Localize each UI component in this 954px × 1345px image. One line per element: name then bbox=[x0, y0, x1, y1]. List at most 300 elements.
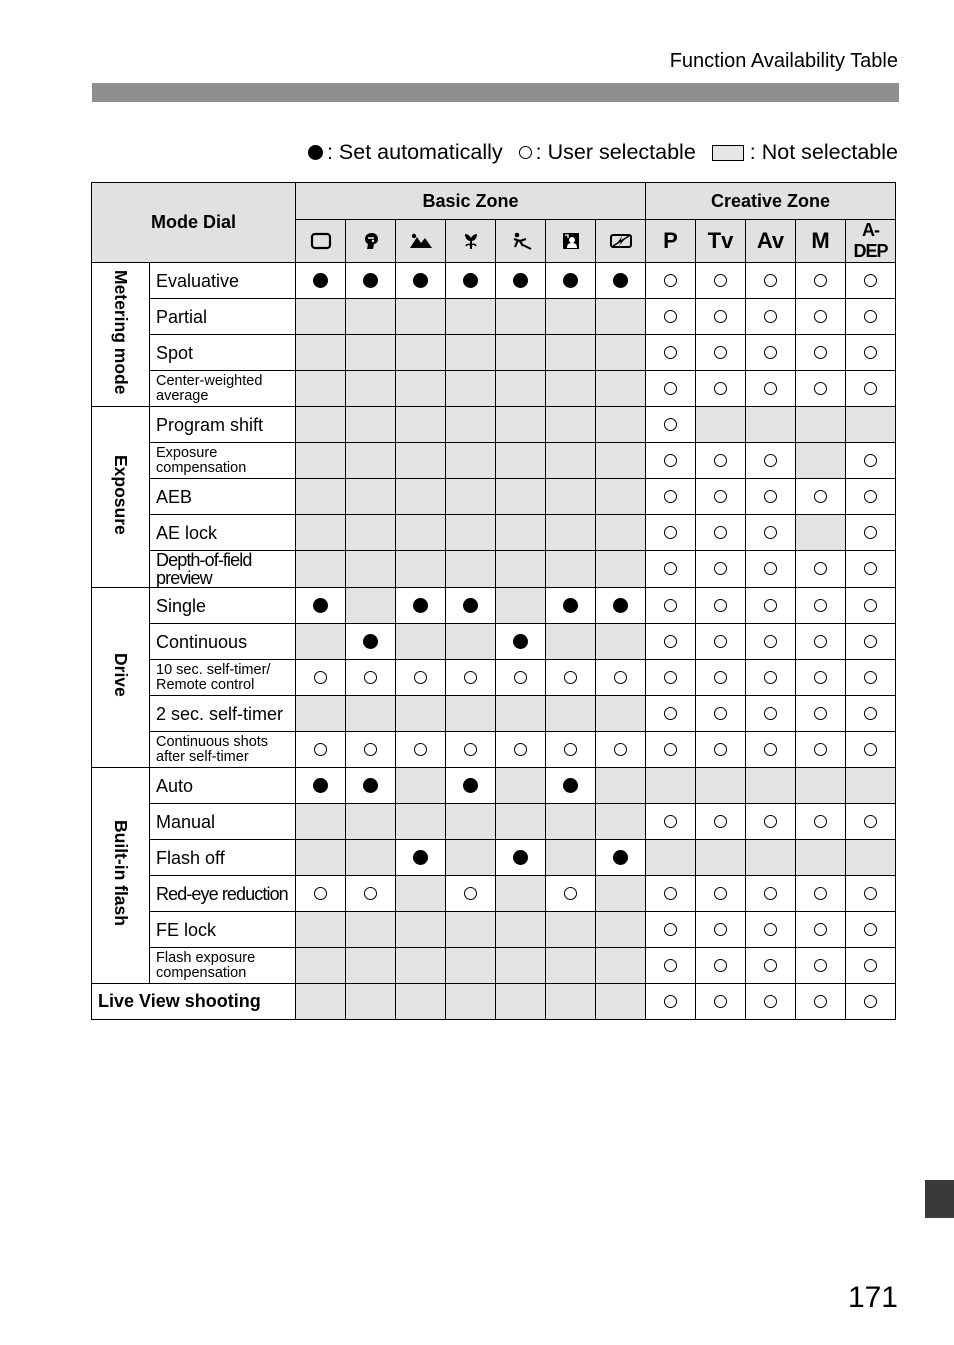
table-row bbox=[92, 588, 896, 624]
cell-not-selectable bbox=[546, 515, 596, 551]
cell-not-selectable bbox=[446, 840, 496, 876]
cell-not-selectable bbox=[296, 624, 346, 660]
cell-not-selectable bbox=[396, 912, 446, 948]
cell-user-selectable bbox=[846, 588, 896, 624]
open-circle-icon bbox=[864, 599, 877, 612]
cell-user-selectable bbox=[696, 335, 746, 371]
open-circle-icon bbox=[714, 815, 727, 828]
cell-user-selectable bbox=[446, 660, 496, 696]
creative-mode-label: A-DEP bbox=[853, 220, 888, 261]
cell-user-selectable bbox=[646, 660, 696, 696]
cell-not-selectable bbox=[296, 371, 346, 407]
cell-user-selectable bbox=[646, 443, 696, 479]
open-circle-icon bbox=[564, 887, 577, 900]
cell-set-automatically bbox=[296, 263, 346, 299]
table-row bbox=[92, 696, 896, 732]
filled-circle-icon bbox=[413, 273, 428, 288]
cell-user-selectable bbox=[546, 732, 596, 768]
cell-not-selectable bbox=[846, 840, 896, 876]
open-circle-icon bbox=[764, 815, 777, 828]
filled-circle-icon bbox=[613, 273, 628, 288]
cell-not-selectable bbox=[546, 696, 596, 732]
open-circle-icon bbox=[364, 671, 377, 684]
cell-not-selectable bbox=[346, 551, 396, 588]
cell-not-selectable bbox=[446, 984, 496, 1020]
cell-user-selectable bbox=[746, 660, 796, 696]
cell-not-selectable bbox=[596, 876, 646, 912]
cell-set-automatically bbox=[296, 768, 346, 804]
cell-not-selectable bbox=[496, 299, 546, 335]
cell-user-selectable bbox=[796, 912, 846, 948]
open-circle-icon bbox=[814, 310, 827, 323]
cell-not-selectable bbox=[596, 443, 646, 479]
cell-user-selectable bbox=[396, 732, 446, 768]
cell-not-selectable bbox=[546, 912, 596, 948]
open-circle-icon bbox=[714, 707, 727, 720]
cell-not-selectable bbox=[596, 948, 646, 984]
legend-none-text: : Not selectable bbox=[749, 140, 898, 164]
filled-circle-icon bbox=[463, 273, 478, 288]
cell-not-selectable bbox=[646, 840, 696, 876]
basic-mode-portrait-icon bbox=[346, 220, 396, 263]
cell-user-selectable bbox=[546, 876, 596, 912]
open-circle-icon bbox=[764, 562, 777, 575]
table-row bbox=[92, 551, 896, 588]
open-circle-icon bbox=[664, 526, 677, 539]
group-label: Drive bbox=[111, 653, 131, 697]
cell-not-selectable bbox=[296, 551, 346, 588]
table-row bbox=[92, 984, 896, 1020]
cell-set-automatically bbox=[446, 263, 496, 299]
cell-user-selectable bbox=[796, 984, 846, 1020]
creative-zone-header: Creative Zone bbox=[646, 183, 896, 220]
cell-user-selectable bbox=[646, 588, 696, 624]
cell-user-selectable bbox=[646, 479, 696, 515]
filled-circle-icon bbox=[513, 273, 528, 288]
basic-mode-night-portrait-icon bbox=[546, 220, 596, 263]
cell-not-selectable bbox=[296, 515, 346, 551]
cell-not-selectable bbox=[596, 912, 646, 948]
cell-not-selectable bbox=[496, 407, 546, 443]
cell-user-selectable bbox=[696, 263, 746, 299]
creative-mode-m bbox=[796, 220, 846, 263]
cell-not-selectable bbox=[546, 407, 596, 443]
cell-not-selectable bbox=[396, 696, 446, 732]
table-row bbox=[92, 768, 896, 804]
cell-not-selectable bbox=[396, 624, 446, 660]
cell-user-selectable bbox=[746, 479, 796, 515]
cell-not-selectable bbox=[496, 948, 546, 984]
function-label: 10 sec. self-timer/ Remote control bbox=[150, 660, 296, 696]
cell-set-automatically bbox=[546, 768, 596, 804]
cell-not-selectable bbox=[446, 948, 496, 984]
cell-user-selectable bbox=[546, 660, 596, 696]
cell-not-selectable bbox=[396, 515, 446, 551]
cell-user-selectable bbox=[646, 732, 696, 768]
basic-mode-close-up-icon bbox=[446, 220, 496, 263]
cell-user-selectable bbox=[396, 660, 446, 696]
creative-mode-a-dep bbox=[846, 220, 896, 263]
close-up-icon bbox=[461, 231, 481, 251]
cell-user-selectable bbox=[696, 624, 746, 660]
cell-not-selectable bbox=[696, 768, 746, 804]
cell-user-selectable bbox=[696, 515, 746, 551]
cell-user-selectable bbox=[796, 624, 846, 660]
function-label: Flash exposure compensation bbox=[150, 948, 296, 984]
open-circle-icon bbox=[664, 454, 677, 467]
cell-user-selectable bbox=[796, 299, 846, 335]
cell-user-selectable bbox=[596, 660, 646, 696]
cell-user-selectable bbox=[746, 948, 796, 984]
cell-not-selectable bbox=[446, 912, 496, 948]
table-row bbox=[92, 299, 896, 335]
cell-user-selectable bbox=[696, 804, 746, 840]
table-row bbox=[92, 263, 896, 299]
open-circle-icon bbox=[814, 743, 827, 756]
open-circle-icon bbox=[314, 671, 327, 684]
filled-circle-icon bbox=[313, 273, 328, 288]
function-label: Continuous shots after self-timer bbox=[150, 732, 296, 768]
open-circle-icon bbox=[714, 310, 727, 323]
open-circle-icon bbox=[714, 599, 727, 612]
cell-user-selectable bbox=[646, 948, 696, 984]
cell-set-automatically bbox=[296, 588, 346, 624]
cell-not-selectable bbox=[396, 551, 446, 588]
function-label: Partial bbox=[150, 299, 296, 335]
open-circle-icon bbox=[664, 346, 677, 359]
cell-user-selectable bbox=[646, 407, 696, 443]
cell-user-selectable bbox=[696, 912, 746, 948]
function-availability-table bbox=[91, 182, 896, 1020]
cell-not-selectable bbox=[446, 804, 496, 840]
open-circle-icon bbox=[864, 274, 877, 287]
cell-user-selectable bbox=[446, 732, 496, 768]
open-circle-icon bbox=[664, 815, 677, 828]
cell-not-selectable bbox=[596, 804, 646, 840]
open-circle-icon bbox=[714, 382, 727, 395]
cell-not-selectable bbox=[496, 984, 546, 1020]
table-row bbox=[92, 443, 896, 479]
function-label: Red-eye reduction bbox=[150, 876, 296, 912]
open-circle-icon bbox=[764, 599, 777, 612]
open-circle-icon bbox=[814, 346, 827, 359]
group-label-cell bbox=[92, 407, 150, 588]
cell-user-selectable bbox=[846, 984, 896, 1020]
open-circle-icon bbox=[514, 743, 527, 756]
cell-not-selectable bbox=[546, 443, 596, 479]
cell-user-selectable bbox=[696, 443, 746, 479]
cell-user-selectable bbox=[796, 551, 846, 588]
open-circle-icon bbox=[714, 274, 727, 287]
cell-user-selectable bbox=[846, 515, 896, 551]
filled-circle-icon bbox=[563, 778, 578, 793]
open-circle-icon bbox=[664, 599, 677, 612]
cell-user-selectable bbox=[846, 804, 896, 840]
group-label-cell bbox=[92, 588, 150, 768]
cell-not-selectable bbox=[496, 479, 546, 515]
open-circle-icon bbox=[714, 959, 727, 972]
cell-user-selectable bbox=[796, 263, 846, 299]
creative-mode-label: P bbox=[663, 228, 678, 253]
open-circle-icon bbox=[814, 707, 827, 720]
cell-user-selectable bbox=[646, 912, 696, 948]
open-circle-icon bbox=[814, 959, 827, 972]
open-circle-icon bbox=[714, 671, 727, 684]
filled-circle-icon bbox=[413, 850, 428, 865]
cell-user-selectable bbox=[796, 335, 846, 371]
cell-user-selectable bbox=[846, 263, 896, 299]
table-row bbox=[92, 479, 896, 515]
cell-user-selectable bbox=[296, 732, 346, 768]
filled-circle-icon bbox=[313, 778, 328, 793]
cell-user-selectable bbox=[746, 696, 796, 732]
open-circle-icon bbox=[864, 635, 877, 648]
open-circle-icon bbox=[864, 526, 877, 539]
cell-user-selectable bbox=[846, 948, 896, 984]
open-circle-icon bbox=[714, 635, 727, 648]
function-label: Flash off bbox=[150, 840, 296, 876]
cell-user-selectable bbox=[846, 371, 896, 407]
cell-user-selectable bbox=[696, 299, 746, 335]
cell-user-selectable bbox=[496, 660, 546, 696]
cell-not-selectable bbox=[446, 515, 496, 551]
cell-user-selectable bbox=[646, 876, 696, 912]
cell-not-selectable bbox=[296, 840, 346, 876]
open-circle-icon bbox=[814, 887, 827, 900]
cell-not-selectable bbox=[446, 479, 496, 515]
cell-not-selectable bbox=[596, 551, 646, 588]
open-circle-icon bbox=[814, 995, 827, 1008]
function-label: FE lock bbox=[150, 912, 296, 948]
cell-set-automatically bbox=[496, 263, 546, 299]
function-label: Depth-of-field preview bbox=[150, 551, 296, 588]
cell-not-selectable bbox=[696, 407, 746, 443]
cell-not-selectable bbox=[546, 804, 596, 840]
cell-not-selectable bbox=[346, 479, 396, 515]
open-circle-icon bbox=[864, 995, 877, 1008]
gray-box-icon bbox=[712, 145, 744, 161]
cell-user-selectable bbox=[696, 479, 746, 515]
group-label-cell bbox=[92, 768, 150, 984]
cell-user-selectable bbox=[796, 696, 846, 732]
cell-user-selectable bbox=[696, 948, 746, 984]
cell-not-selectable bbox=[346, 371, 396, 407]
cell-not-selectable bbox=[796, 443, 846, 479]
cell-user-selectable bbox=[746, 984, 796, 1020]
filled-circle-icon bbox=[563, 273, 578, 288]
open-circle-icon bbox=[664, 743, 677, 756]
cell-not-selectable bbox=[496, 588, 546, 624]
cell-not-selectable bbox=[596, 984, 646, 1020]
sports-icon bbox=[509, 231, 533, 251]
cell-not-selectable bbox=[596, 479, 646, 515]
cell-user-selectable bbox=[846, 551, 896, 588]
open-circle-icon bbox=[764, 526, 777, 539]
function-label: Continuous bbox=[150, 624, 296, 660]
open-circle-icon bbox=[664, 382, 677, 395]
open-circle-icon bbox=[864, 815, 877, 828]
cell-user-selectable bbox=[796, 732, 846, 768]
cell-user-selectable bbox=[746, 551, 796, 588]
cell-not-selectable bbox=[346, 588, 396, 624]
filled-circle-icon bbox=[513, 634, 528, 649]
filled-circle-icon bbox=[513, 850, 528, 865]
cell-not-selectable bbox=[746, 407, 796, 443]
page-number: 171 bbox=[847, 1281, 898, 1314]
cell-not-selectable bbox=[596, 407, 646, 443]
cell-user-selectable bbox=[746, 515, 796, 551]
open-circle-icon bbox=[714, 995, 727, 1008]
cell-not-selectable bbox=[496, 696, 546, 732]
open-circle-icon bbox=[664, 310, 677, 323]
function-label: Manual bbox=[150, 804, 296, 840]
cell-not-selectable bbox=[396, 948, 446, 984]
cell-not-selectable bbox=[446, 443, 496, 479]
cell-set-automatically bbox=[396, 588, 446, 624]
table-row bbox=[92, 660, 896, 696]
header-bar bbox=[92, 83, 899, 102]
filled-circle-icon bbox=[363, 778, 378, 793]
cell-not-selectable bbox=[746, 768, 796, 804]
open-circle-icon bbox=[864, 490, 877, 503]
cell-not-selectable bbox=[446, 696, 496, 732]
open-circle-icon bbox=[864, 310, 877, 323]
cell-user-selectable bbox=[746, 299, 796, 335]
open-circle-icon bbox=[664, 635, 677, 648]
open-circle-icon bbox=[664, 887, 677, 900]
table-row bbox=[92, 407, 896, 443]
cell-not-selectable bbox=[846, 768, 896, 804]
cell-user-selectable bbox=[696, 551, 746, 588]
cell-not-selectable bbox=[396, 407, 446, 443]
cell-set-automatically bbox=[396, 263, 446, 299]
cell-user-selectable bbox=[496, 732, 546, 768]
legend bbox=[308, 140, 898, 165]
function-label: Center-weighted average bbox=[150, 371, 296, 407]
open-circle-icon bbox=[764, 454, 777, 467]
cell-not-selectable bbox=[346, 407, 396, 443]
table-row bbox=[92, 335, 896, 371]
open-circle-icon bbox=[714, 923, 727, 936]
cell-user-selectable bbox=[746, 804, 796, 840]
cell-user-selectable bbox=[696, 660, 746, 696]
function-label: Evaluative bbox=[150, 263, 296, 299]
portrait-icon bbox=[360, 231, 382, 251]
mode-dial-header: Mode Dial bbox=[92, 183, 296, 263]
cell-set-automatically bbox=[346, 263, 396, 299]
function-label: AEB bbox=[150, 479, 296, 515]
cell-not-selectable bbox=[346, 984, 396, 1020]
flash-off-mode-icon bbox=[609, 232, 633, 250]
cell-not-selectable bbox=[296, 696, 346, 732]
open-circle-icon bbox=[764, 490, 777, 503]
cell-not-selectable bbox=[296, 804, 346, 840]
table-row bbox=[92, 732, 896, 768]
cell-not-selectable bbox=[646, 768, 696, 804]
open-circle-icon bbox=[814, 599, 827, 612]
cell-not-selectable bbox=[496, 768, 546, 804]
cell-not-selectable bbox=[296, 948, 346, 984]
filled-circle-icon bbox=[563, 598, 578, 613]
live-view-shooting-label: Live View shooting bbox=[92, 984, 296, 1020]
cell-not-selectable bbox=[496, 912, 546, 948]
open-circle-icon bbox=[814, 562, 827, 575]
running-header: Function Availability Table bbox=[669, 50, 898, 72]
cell-not-selectable bbox=[546, 299, 596, 335]
cell-not-selectable bbox=[396, 479, 446, 515]
open-circle-icon bbox=[614, 743, 627, 756]
open-circle-icon bbox=[364, 887, 377, 900]
full-auto-icon bbox=[310, 232, 332, 250]
cell-user-selectable bbox=[796, 876, 846, 912]
cell-not-selectable bbox=[546, 624, 596, 660]
cell-not-selectable bbox=[796, 515, 846, 551]
cell-user-selectable bbox=[346, 876, 396, 912]
cell-not-selectable bbox=[296, 335, 346, 371]
cell-user-selectable bbox=[746, 371, 796, 407]
table-row bbox=[92, 371, 896, 407]
cell-user-selectable bbox=[846, 912, 896, 948]
basic-mode-full-auto-icon bbox=[296, 220, 346, 263]
cell-not-selectable bbox=[496, 515, 546, 551]
open-circle-icon bbox=[864, 707, 877, 720]
cell-not-selectable bbox=[696, 840, 746, 876]
cell-user-selectable bbox=[696, 984, 746, 1020]
group-label: Exposure bbox=[111, 454, 131, 535]
open-circle-icon bbox=[664, 923, 677, 936]
creative-mode-tv bbox=[696, 220, 746, 263]
filled-circle-icon bbox=[613, 598, 628, 613]
cell-not-selectable bbox=[346, 804, 396, 840]
cell-user-selectable bbox=[796, 804, 846, 840]
basic-mode-sports-icon bbox=[496, 220, 546, 263]
open-circle-icon bbox=[764, 743, 777, 756]
filled-circle-icon bbox=[308, 145, 323, 160]
cell-not-selectable bbox=[446, 335, 496, 371]
cell-not-selectable bbox=[496, 876, 546, 912]
cell-not-selectable bbox=[446, 371, 496, 407]
cell-user-selectable bbox=[796, 660, 846, 696]
cell-user-selectable bbox=[746, 443, 796, 479]
cell-not-selectable bbox=[596, 371, 646, 407]
open-circle-icon bbox=[564, 671, 577, 684]
cell-user-selectable bbox=[646, 515, 696, 551]
table-row bbox=[92, 515, 896, 551]
function-label: Single bbox=[150, 588, 296, 624]
open-circle-icon bbox=[764, 671, 777, 684]
cell-user-selectable bbox=[446, 876, 496, 912]
cell-user-selectable bbox=[646, 624, 696, 660]
cell-set-automatically bbox=[596, 588, 646, 624]
cell-not-selectable bbox=[546, 551, 596, 588]
cell-user-selectable bbox=[696, 876, 746, 912]
cell-set-automatically bbox=[496, 840, 546, 876]
cell-user-selectable bbox=[846, 660, 896, 696]
cell-not-selectable bbox=[346, 335, 396, 371]
cell-not-selectable bbox=[796, 840, 846, 876]
open-circle-icon bbox=[464, 887, 477, 900]
cell-not-selectable bbox=[346, 515, 396, 551]
cell-user-selectable bbox=[846, 732, 896, 768]
open-circle-icon bbox=[864, 923, 877, 936]
open-circle-icon bbox=[464, 743, 477, 756]
filled-circle-icon bbox=[363, 634, 378, 649]
open-circle-icon bbox=[864, 671, 877, 684]
function-label: 2 sec. self-timer bbox=[150, 696, 296, 732]
cell-user-selectable bbox=[346, 660, 396, 696]
cell-set-automatically bbox=[446, 588, 496, 624]
open-circle-icon bbox=[864, 959, 877, 972]
